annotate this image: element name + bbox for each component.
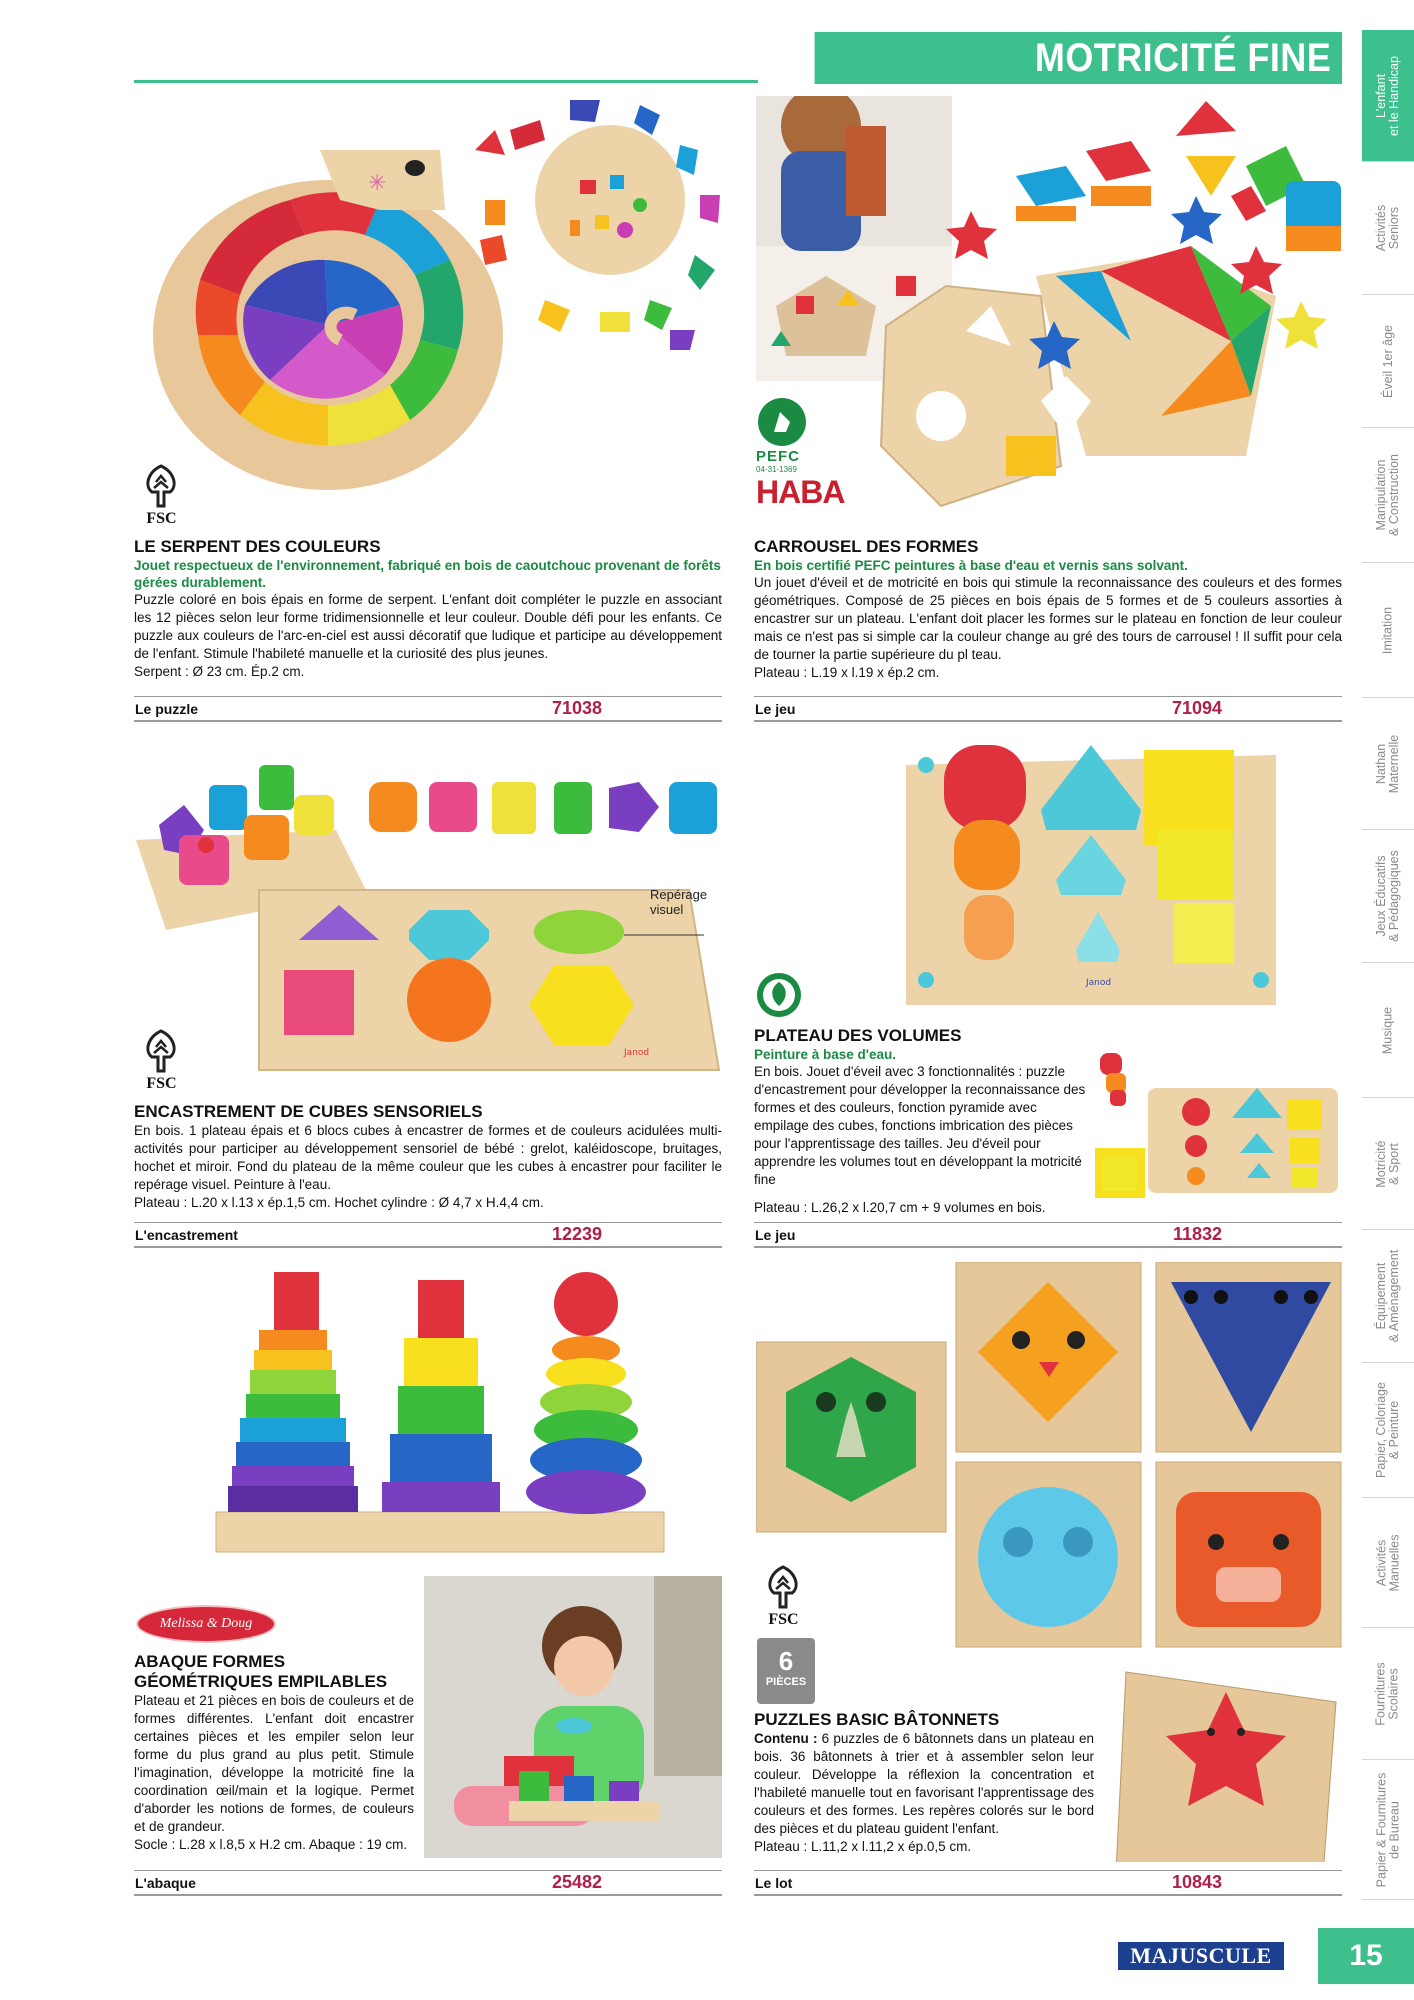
product-puzzles — [754, 1710, 1094, 1856]
sidebar-item-label: Nathan Maternelle — [1374, 734, 1401, 793]
sidebar-item[interactable] — [1362, 1230, 1414, 1363]
product-subtitle: En bois certifié PEFC peintures à base d'eau et vernis sans solvant. — [754, 558, 1188, 573]
pefc-label: PEFC — [756, 448, 801, 465]
price-row-abaque — [134, 1870, 722, 1896]
product-dimensions: Plateau : L.26,2 x l.20,7 cm + 9 volumes en bois. — [754, 1200, 1046, 1215]
unit-label: Le lot — [755, 1874, 793, 1891]
product-description: Puzzle coloré en bois épais en forme de serpent. L'enfant doit compléter le puzzle en associant les 12 pièces selon leur forme tridimensionnelle et leur couleur. Double défi pour les enfants. Ce puzzle aux couleurs de l'arc-en-ciel est aussi décoratif que ludique et participe au développement de l'enfant. Stimule l'habileté manuelle et la curiosité des plus jeunes. — [134, 592, 722, 661]
header-rule — [134, 80, 758, 83]
product-reference: 25482 — [551, 1872, 602, 1892]
sidebar-item-label: Activités Seniors — [1374, 204, 1401, 252]
abaque-photo — [424, 1576, 722, 1858]
price-row-serpent — [134, 696, 722, 722]
product-dimensions: Serpent : Ø 23 cm. Ép.2 cm. — [134, 664, 305, 679]
price-row-volumes — [754, 1222, 1342, 1248]
melissa-doug-logo: Melissa & Doug — [136, 1605, 276, 1643]
unit-label: Le jeu — [755, 1226, 796, 1243]
sidebar-item[interactable] — [1362, 295, 1414, 428]
product-description: En bois. 1 plateau épais et 6 blocs cubes à encastrer de formes et de couleurs acidulées multi-activités pour participer au développement sensoriel de bébé : grelot, kaléidoscope, bruitages, hochet et miroir. Fond du plateau de la même couleur que les cubes à encastrer pour faciliter le repérage visuel. Peinture à l'eau. — [134, 1123, 722, 1192]
pieces-badge — [757, 1638, 815, 1704]
product-title: PUZZLES BASIC BÂTONNETS — [754, 1710, 1000, 1729]
fsc-logo: FSC — [134, 1027, 189, 1097]
sidebar-item[interactable] — [1362, 30, 1414, 162]
serpent-image — [140, 90, 730, 500]
product-reference: 12239 — [551, 1224, 602, 1244]
product-abaque — [134, 1652, 414, 1854]
volumes-image-small — [1092, 1048, 1342, 1198]
product-subtitle: Peinture à base d'eau. — [754, 1047, 897, 1062]
sidebar-item[interactable] — [1362, 830, 1414, 963]
sidebar-item[interactable] — [1362, 1628, 1414, 1760]
price-row-encastrement — [134, 1222, 722, 1248]
product-dimensions: Plateau : L.11,2 x l.11,2 x ép.0,5 cm. — [754, 1839, 972, 1854]
product-encastrement — [134, 1102, 722, 1212]
product-dimensions: Plateau : L.20 x l.13 x ép.1,5 cm. Hochet cylindre : Ø 4,7 x H.4,4 cm. — [134, 1195, 544, 1210]
sidebar-item-label: Motricité & Sport — [1374, 1139, 1401, 1188]
sidebar-item[interactable] — [1362, 563, 1414, 698]
product-volumes — [754, 1026, 1090, 1189]
annotation-reperage: Repérage visuel — [650, 887, 708, 917]
product-serpent — [134, 537, 722, 681]
product-title: PLATEAU DES VOLUMES — [754, 1026, 962, 1045]
sidebar-item-label: Papier, Coloriage & Peinture — [1374, 1382, 1401, 1478]
sidebar-item[interactable] — [1362, 698, 1414, 830]
product-reference: 11832 — [1172, 1224, 1222, 1244]
carrousel-image — [756, 96, 1356, 526]
sidebar-item[interactable] — [1362, 162, 1414, 295]
product-reference: 10843 — [1171, 1872, 1222, 1892]
product-title: LE SERPENT DES COULEURS — [134, 537, 381, 556]
sidebar-item[interactable] — [1362, 1363, 1414, 1498]
sidebar-item[interactable] — [1362, 1760, 1414, 1900]
sidebar-item-label: Jeux Éducatifs & Pédagogiques — [1374, 850, 1401, 942]
pieces-count: 6 — [778, 1646, 794, 1676]
product-description: Un jouet d'éveil et de motricité en bois qui stimule la reconnaissance des couleurs et des formes géométriques. Composé de 25 pièces en bois épais de 5 formes et de 5 couleurs assorties à encastrer sur un plateau. L'enfant doit placer les formes sur le plateau en fonction de leur couleur mais ce n'est pas si simple car la couleur change au gré des tours de carrousel ! Il suffit pour cela de tourner la partie supérieure du pl teau. — [754, 575, 1342, 662]
pefc-code: 04-31-1369 — [756, 465, 797, 474]
unit-label: L'encastrement — [135, 1226, 238, 1243]
product-reference: 71094 — [1171, 698, 1222, 718]
janod-logo: Janod — [1086, 978, 1112, 988]
sidebar-item-label: Musique — [1380, 1006, 1395, 1054]
fsc-logo: FSC — [756, 1563, 811, 1633]
product-title: CARROUSEL DES FORMES — [754, 537, 979, 556]
sidebar-item[interactable] — [1362, 428, 1414, 563]
sidebar-item[interactable] — [1362, 1498, 1414, 1628]
section-sidebar — [1362, 30, 1414, 1900]
sidebar-item-label: Imitation — [1380, 606, 1395, 654]
page-title: MOTRICITÉ FINE — [815, 32, 1342, 84]
product-carrousel — [754, 537, 1342, 682]
pieces-label: PIÈCES — [765, 1676, 807, 1688]
product-description: Contenu : 6 puzzles de 6 bâtonnets dans un plateau en bois. 36 bâtonnets à trier et à assembler selon leur couleur. Développe la réflexion la concentration et l'habileté manuelle tout en favorisant l'apprentissage des couleurs et des formes. Les repères colorés sur le bord des pièces et du plateau guident l'enfant. — [754, 1731, 1094, 1836]
price-row-carrousel — [754, 696, 1342, 722]
product-description: En bois. Jouet d'éveil avec 3 fonctionnalités : puzzle d'encastrement pour développer la reconnaissance des formes et des couleurs, fonction pyramide avec empilage des cubes, fonctions imbrication des pièces pour l'apprentissage des tailles. Jeu d'éveil pour apprendre les volumes tout en développant la motricité fine — [754, 1064, 1086, 1187]
sidebar-item-label: Éveil 1er âge — [1380, 324, 1395, 398]
abaque-image — [214, 1262, 666, 1562]
majuscule-logo: MAJUSCULE — [1118, 1942, 1284, 1970]
sidebar-item[interactable] — [1362, 963, 1414, 1098]
sidebar-item-label: L'enfant et le Handicap — [1374, 55, 1402, 136]
volumes-image — [896, 735, 1292, 1015]
unit-label: L'abaque — [135, 1874, 196, 1891]
sidebar-item-label: Équipement & Aménagement — [1374, 1249, 1402, 1343]
sidebar-item[interactable] — [1362, 1098, 1414, 1230]
sidebar-item-label: Activités Manuelles — [1374, 1534, 1402, 1591]
sidebar-item-label: Manipulation & Construction — [1374, 454, 1402, 536]
product-reference: 71038 — [551, 698, 602, 718]
unit-label: Le jeu — [755, 700, 796, 717]
page-number: 15 — [1318, 1928, 1414, 1984]
product-subtitle: Jouet respectueux de l'environnement, fabriqué en bois de caoutchouc provenant de forêts gérées durablement. — [134, 558, 721, 590]
fsc-logo: FSC — [134, 462, 189, 532]
product-title: ABAQUE FORMES GÉOMÉTRIQUES EMPILABLES — [134, 1652, 388, 1691]
product-dimensions: Socle : L.28 x l.8,5 x H.2 cm. Abaque : 19 cm. — [134, 1837, 408, 1852]
pefc-haba-logos — [756, 396, 845, 526]
product-dimensions: Plateau : L.19 x l.19 x ép.2 cm. — [754, 665, 940, 680]
haba-logo: HABA — [756, 474, 845, 510]
price-row-puzzles — [754, 1870, 1342, 1896]
sidebar-item-label: Papier & Fournitures de Bureau — [1374, 1772, 1402, 1887]
svg-text:✳: ✳ — [368, 171, 387, 196]
product-title: ENCASTREMENT DE CUBES SENSORIELS — [134, 1102, 483, 1121]
volumes-dims-wrap — [754, 1199, 1342, 1217]
sidebar-item-label: Fournitures Scolaires — [1374, 1661, 1402, 1726]
janod-logo: Janod — [624, 1048, 650, 1058]
eco-logo — [756, 972, 802, 1018]
unit-label: Le puzzle — [135, 700, 199, 717]
encastrement-image — [134, 760, 724, 1080]
product-description: Plateau et 21 pièces en bois de couleurs et de formes différentes. L'enfant doit encastrer certaines pièces et les empiler selon leur forme du plus grand au plus petit. Stimule l'imagination, développe la motricité fine la coordination œil/main et la logique. Permet d'aborder les notions de formes, de couleurs et de grandeur. — [134, 1693, 414, 1834]
